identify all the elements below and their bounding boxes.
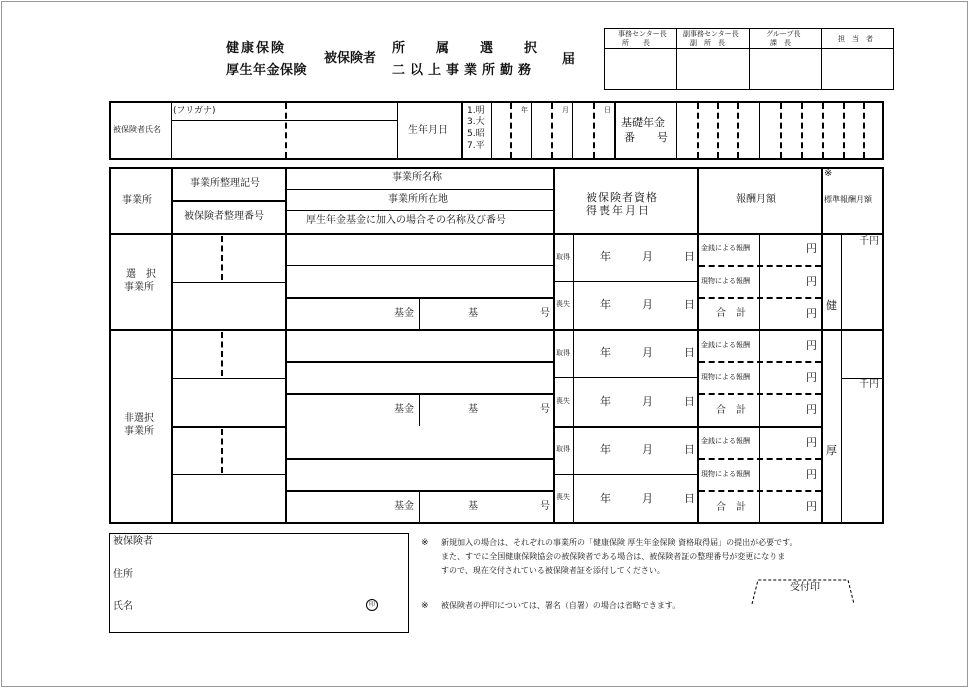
signature-name-field[interactable] xyxy=(145,597,355,617)
dob-day-label: 日 xyxy=(604,106,611,114)
pension-number-label-2: 番 号 xyxy=(624,131,668,144)
date-year-6: 年 xyxy=(600,492,611,505)
nonselected-2-office-code-field[interactable] xyxy=(172,428,284,473)
nonselected-2-insured-number-field[interactable] xyxy=(172,476,284,522)
date-month-4: 月 xyxy=(642,395,653,408)
nonselected-2-acquire-date-field[interactable] xyxy=(574,428,696,473)
approval-label-2b: 副 所 長 xyxy=(690,39,725,47)
footer-insured-label: 被保険者 xyxy=(113,536,153,547)
date-day-2: 日 xyxy=(684,298,695,311)
header-qualification-1: 被保険者資格 xyxy=(586,191,658,204)
fund-go-2: 号 xyxy=(540,404,550,415)
header-office: 事業所 xyxy=(122,195,152,206)
note-mark-2: ※ xyxy=(421,601,429,611)
approval-label-2a: 副事務センター長 xyxy=(683,30,739,38)
yen-1: 円 xyxy=(806,242,817,255)
kind-pay-label-1: 現物による報酬 xyxy=(701,277,750,285)
title-line1: 所 属 選 択 xyxy=(392,41,547,56)
nonselected-2-office-address-field[interactable] xyxy=(287,460,552,489)
nonselected-1-office-code-field[interactable] xyxy=(172,331,284,377)
selected-kind-pay-field[interactable] xyxy=(760,268,820,296)
nonselected-1-insured-number-field[interactable] xyxy=(172,380,284,425)
era-heisei: 7.平 xyxy=(467,141,485,151)
nonselected-1-lose-date-field[interactable] xyxy=(574,379,696,425)
selected-cash-pay-field[interactable] xyxy=(760,235,820,264)
nonselected-1-cash-pay-field[interactable] xyxy=(760,331,820,360)
note-mark-1: ※ xyxy=(421,538,429,548)
acquire-label-1: 取得 xyxy=(556,253,570,261)
header-office-address: 事業所所在地 xyxy=(388,194,448,205)
pension-number-field[interactable] xyxy=(677,104,882,158)
total-label-2: 合 計 xyxy=(716,405,746,416)
footer-name-label: 氏名 xyxy=(113,601,133,612)
fund-label-1: 基金 xyxy=(394,308,414,319)
header-insured-number: 被保険者整理番号 xyxy=(184,211,264,222)
note-line-3: すので、現在交付されている被保険者証を添付してください。 xyxy=(441,566,665,575)
note-line-1: 新規加入の場合は、それぞれの事業所の「健康保険 厚生年金保険 資格取得届」の提出が必要です。 xyxy=(441,538,798,547)
fund-label-2: 基金 xyxy=(394,404,414,415)
dob-month-label: 月 xyxy=(562,106,569,114)
fund-ki-1: 基 xyxy=(468,308,478,319)
header-standard-pay: 標準報酬月額 xyxy=(824,195,872,204)
title-pension-insurance: 厚生年金保険 xyxy=(226,63,308,78)
seal-circle: 印 xyxy=(366,599,378,611)
title-health-insurance: 健康保険 xyxy=(226,41,287,56)
insured-name-field[interactable] xyxy=(172,122,396,158)
footer-address-label: 住所 xyxy=(113,569,133,580)
reception-stamp-label: 受付印 xyxy=(790,582,820,593)
date-year-5: 年 xyxy=(600,443,611,456)
address-field[interactable] xyxy=(145,565,405,585)
nonselected-2-cash-pay-field[interactable] xyxy=(760,428,820,457)
fund-ki-3: 基 xyxy=(468,501,478,512)
health-std-label: 健 xyxy=(826,299,837,312)
date-year-2: 年 xyxy=(600,298,611,311)
nonselected-office-label-1: 非選択 xyxy=(124,413,154,424)
selected-acquire-date-field[interactable] xyxy=(574,235,696,280)
era-meiji: 1.明 xyxy=(467,106,485,116)
cash-pay-label-3: 金銭による報酬 xyxy=(701,437,750,445)
furigana-label: (フリガナ) xyxy=(173,106,216,116)
nonselected-2-lose-date-field[interactable] xyxy=(574,476,696,522)
date-month-1: 月 xyxy=(642,250,653,263)
era-showa: 5.昭 xyxy=(467,129,485,139)
lose-label-3: 喪失 xyxy=(556,493,570,501)
furigana-field[interactable] xyxy=(172,104,285,119)
date-day-5: 日 xyxy=(684,443,695,456)
date-day-6: 日 xyxy=(684,492,695,505)
yen-6: 円 xyxy=(806,403,817,416)
selected-office-name-field[interactable] xyxy=(287,235,552,264)
fund-go-1: 号 xyxy=(540,308,550,319)
yen-7: 円 xyxy=(806,436,817,449)
yen-9: 円 xyxy=(806,500,817,513)
insured-name-label: 被保険者氏名 xyxy=(113,125,161,134)
senen-1: 千円 xyxy=(859,236,879,247)
header-office-name: 事業所名称 xyxy=(392,172,442,183)
approval-label-1a: 事務センター長 xyxy=(618,30,667,38)
yen-2: 円 xyxy=(806,275,817,288)
title-insured: 被保険者 xyxy=(324,51,377,66)
acquire-label-2: 取得 xyxy=(556,349,570,357)
selected-office-label-1: 選 択 xyxy=(126,269,156,280)
title-line2: 二以上事業所勤務 xyxy=(392,63,537,78)
nonselected-2-office-name-field[interactable] xyxy=(287,428,552,457)
selected-office-label-2: 事業所 xyxy=(124,282,154,293)
nonselected-1-office-name-field[interactable] xyxy=(287,331,552,360)
nonselected-2-total-field[interactable] xyxy=(760,493,820,522)
date-month-5: 月 xyxy=(642,443,653,456)
fund-go-3: 号 xyxy=(540,501,550,512)
date-year-1: 年 xyxy=(600,250,611,263)
header-fund-note: 厚生年金基金に加入の場合その名称及び番号 xyxy=(306,215,506,226)
date-day-4: 日 xyxy=(684,395,695,408)
date-month-3: 月 xyxy=(642,346,653,359)
approval-label-1b: 所 長 xyxy=(622,39,650,47)
era-taisho: 3.大 xyxy=(467,117,485,127)
header-qualification-2: 得喪年月日 xyxy=(586,204,651,217)
header-office-code: 事業所整理記号 xyxy=(190,178,260,189)
date-day-1: 日 xyxy=(684,250,695,263)
nonselected-1-total-field[interactable] xyxy=(760,396,820,425)
cash-pay-label-2: 金銭による報酬 xyxy=(701,341,750,349)
kind-pay-label-3: 現物による報酬 xyxy=(701,470,750,478)
selected-insured-number-field[interactable] xyxy=(172,284,284,328)
pension-std-label: 厚 xyxy=(826,444,837,457)
note-line-4: 被保険者の押印については、署名（自署）の場合は省略できます。 xyxy=(441,601,681,610)
total-label-1: 合 計 xyxy=(716,308,746,319)
fund-label-3: 基金 xyxy=(394,501,414,512)
yen-8: 円 xyxy=(806,468,817,481)
nonselected-1-acquire-date-field[interactable] xyxy=(574,331,696,376)
selected-office-address-field[interactable] xyxy=(287,267,552,296)
dob-label: 生年月日 xyxy=(408,125,448,136)
lose-label-2: 喪失 xyxy=(556,397,570,405)
senen-2: 千円 xyxy=(859,379,879,390)
approval-label-3b: 課 長 xyxy=(770,39,791,47)
yen-5: 円 xyxy=(806,371,817,384)
kind-pay-label-2: 現物による報酬 xyxy=(701,373,750,381)
date-month-6: 月 xyxy=(642,492,653,505)
approval-label-4: 担 当 者 xyxy=(838,35,873,43)
header-monthly-pay: 報酬月額 xyxy=(736,194,776,205)
dob-year-label: 年 xyxy=(521,106,528,114)
date-year-4: 年 xyxy=(600,395,611,408)
nonselected-1-kind-pay-field[interactable] xyxy=(760,364,820,392)
note-line-2: また、すでに全国健康保険協会の被保険者である場合は、被保険者証の整理番号が変更になりま xyxy=(441,552,786,561)
lose-label-1: 喪失 xyxy=(556,300,570,308)
nonselected-2-kind-pay-field[interactable] xyxy=(760,461,820,489)
approval-label-3a: グループ長 xyxy=(766,30,801,38)
pension-number-label-1: 基礎年金 xyxy=(621,116,665,129)
selected-lose-date-field[interactable] xyxy=(574,283,696,328)
date-year-3: 年 xyxy=(600,346,611,359)
nonselected-office-label-2: 事業所 xyxy=(124,426,154,437)
selected-total-field[interactable] xyxy=(760,300,820,328)
total-label-3: 合 計 xyxy=(716,502,746,513)
yen-3: 円 xyxy=(806,307,817,320)
acquire-label-3: 取得 xyxy=(556,445,570,453)
date-month-2: 月 xyxy=(642,298,653,311)
dob-field[interactable] xyxy=(492,104,613,158)
selected-office-code-field[interactable] xyxy=(172,235,284,281)
header-std-mark: ※ xyxy=(824,168,833,179)
title-todoke: 届 xyxy=(562,52,578,67)
yen-4: 円 xyxy=(806,339,817,352)
cash-pay-label-1: 金銭による報酬 xyxy=(701,244,750,252)
date-day-3: 日 xyxy=(684,346,695,359)
nonselected-1-office-address-field[interactable] xyxy=(287,363,552,392)
fund-ki-2: 基 xyxy=(468,404,478,415)
